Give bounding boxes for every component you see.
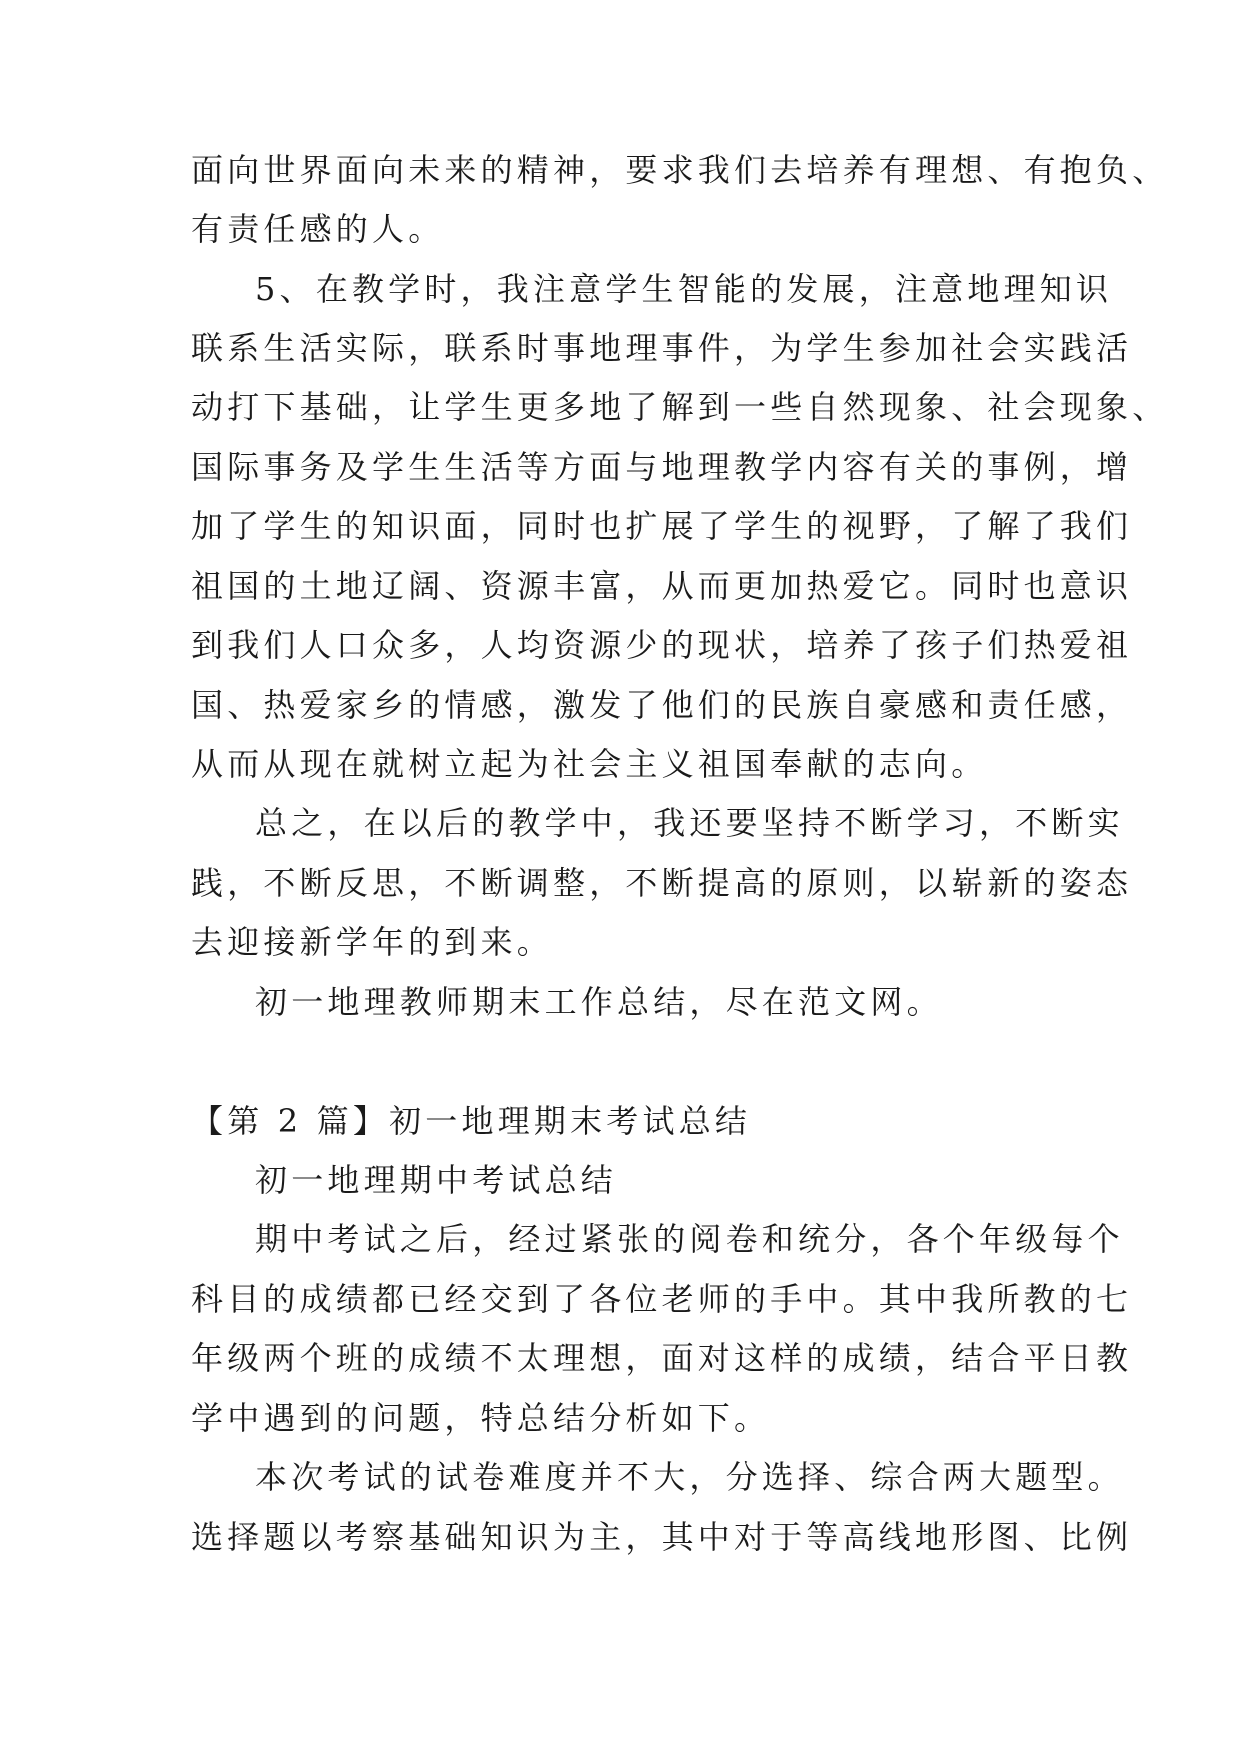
paragraph-line: 年级两个班的成绩不太理想，面对这样的成绩，结合平日教	[191, 1339, 1133, 1377]
paragraph-line: 期中考试之后，经过紧张的阅卷和统分，各个年级每个	[255, 1220, 1124, 1258]
paragraph-line: 选择题以考察基础知识为主，其中对于等高线地形图、比例	[191, 1518, 1133, 1556]
paragraph-line: 学中遇到的问题，特总结分析如下。	[191, 1399, 771, 1437]
paragraph-line: 5、在教学时，我注意学生智能的发展，注意地理知识	[255, 270, 1113, 308]
paragraph-line: 联系生活实际，联系时事地理事件，为学生参加社会实践活	[191, 329, 1133, 367]
paragraph-line: 本次考试的试卷难度并不大，分选择、综合两大题型。	[255, 1458, 1124, 1496]
paragraph-line: 面向世界面向未来的精神，要求我们去培养有理想、有抱负、	[191, 151, 1169, 189]
paragraph-line: 祖国的土地辽阔、资源丰富，从而更加热爱它。同时也意识	[191, 567, 1133, 605]
paragraph-line: 有责任感的人。	[191, 210, 445, 248]
paragraph-line: 国际事务及学生生活等方面与地理教学内容有关的事例，增	[191, 448, 1133, 486]
paragraph-line: 总之，在以后的教学中，我还要坚持不断学习，不断实	[255, 804, 1124, 842]
paragraph-line: 从而从现在就树立起为社会主义祖国奉献的志向。	[191, 745, 988, 783]
paragraph-line: 加了学生的知识面，同时也扩展了学生的视野，了解了我们	[191, 507, 1133, 545]
paragraph-line: 到我们人口众多，人均资源少的现状，培养了孩子们热爱祖	[191, 626, 1133, 664]
paragraph-line: 科目的成绩都已经交到了各位老师的手中。其中我所教的七	[191, 1280, 1133, 1318]
closing-note: 初一地理教师期末工作总结，尽在范文网。	[255, 983, 943, 1021]
paragraph-line: 国、热爱家乡的情感，激发了他们的民族自豪感和责任感，	[191, 686, 1133, 724]
paragraph-line: 动打下基础，让学生更多地了解到一些自然现象、社会现象、	[191, 388, 1169, 426]
paragraph-line: 践，不断反思，不断调整，不断提高的原则，以崭新的姿态	[191, 864, 1133, 902]
paragraph-line: 去迎接新学年的到来。	[191, 923, 554, 961]
article-title: 初一地理期中考试总结	[255, 1161, 618, 1199]
section-heading: 【第 2 篇】初一地理期末考试总结	[191, 1102, 752, 1140]
